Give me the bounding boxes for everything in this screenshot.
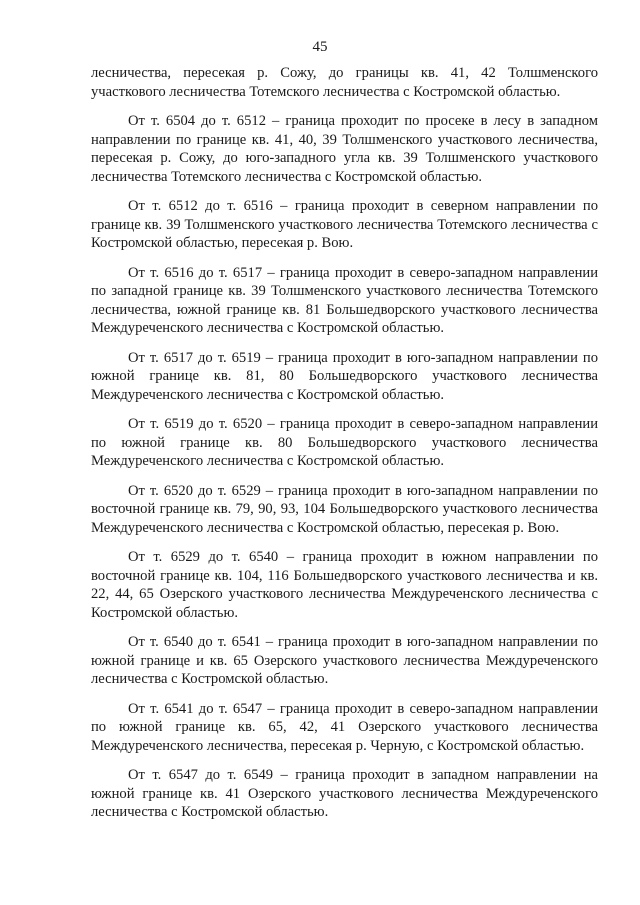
paragraph: От т. 6519 до т. 6520 – граница проходит в северо-западном направлении по южной границе кв. 80 Большедворского участкового лесничества Междуреченского лесничества с Костромской областью. [91, 416, 598, 469]
paragraph: От т. 6529 до т. 6540 – граница проходит в южном направлении по восточной границе кв. 104, 116 Большедворского участкового лесничества и кв. 22, 44, 65 Озерского участкового лесничества Междуреченского лесничества с Костромской областью. [91, 549, 598, 621]
paragraph: От т. 6517 до т. 6519 – граница проходит в юго-западном направлении по южной границе кв. 81, 80 Большедворского участкового лесничества Междуреченского лесничества с Костромской областью. [91, 349, 598, 403]
document-body [91, 64, 598, 833]
paragraph: От т. 6516 до т. 6517 – граница проходит в северо-западном направлении по западной границе кв. 39 Толшменского участкового лесничества Тотемского лесничества, южной границе кв. 81 Большедворского участкового лесничества Междуреченского лесничества с Костромской областью. [91, 264, 598, 336]
paragraph: От т. 6512 до т. 6516 – граница проходит в северном направлении по границе кв. 39 Толшменского участкового лесничества Тотемского лесничества с Костромской областью, пересекая р. Вою. [91, 198, 598, 251]
paragraph: От т. 6540 до т. 6541 – граница проходит в юго-западном направлении по южной границе и кв. 65 Озерского участкового лесничества Междуреченского лесничества с Костромской областью. [91, 634, 598, 687]
paragraph: От т. 6520 до т. 6529 – граница проходит в юго-западном направлении по восточной границе кв. 79, 90, 93, 104 Большедворского участкового лесничества Междуреченского лесничества с Костромской областью, пересекая р. Вою. [91, 482, 598, 536]
paragraph: От т. 6504 до т. 6512 – граница проходит по просеке в лесу в западном направлении по границе кв. 41, 40, 39 Толшменского участкового лесничества, пересекая р. Сожу, до юго-западного угла кв. 39 Толшменского участкового лесничества Тотемского лесничества с Костромской областью. [91, 113, 598, 185]
paragraph-continuation: лесничества, пересекая р. Сожу, до границы кв. 41, 42 Толшменского участкового лесничества Тотемского лесничества с Костромской областью. [91, 65, 598, 100]
page-number: 45 [312, 39, 328, 55]
paragraph: От т. 6547 до т. 6549 – граница проходит в западном направлении на южной границе кв. 41 Озерского участкового лесничества Междуреченского лесничества с Костромской областью. [91, 767, 598, 820]
paragraph: От т. 6541 до т. 6547 – граница проходит в северо-западном направлении по южной границе кв. 65, 42, 41 Озерского участкового лесничества Междуреченского лесничества, пересекая р. Черную, с Костромской областью. [91, 700, 598, 754]
